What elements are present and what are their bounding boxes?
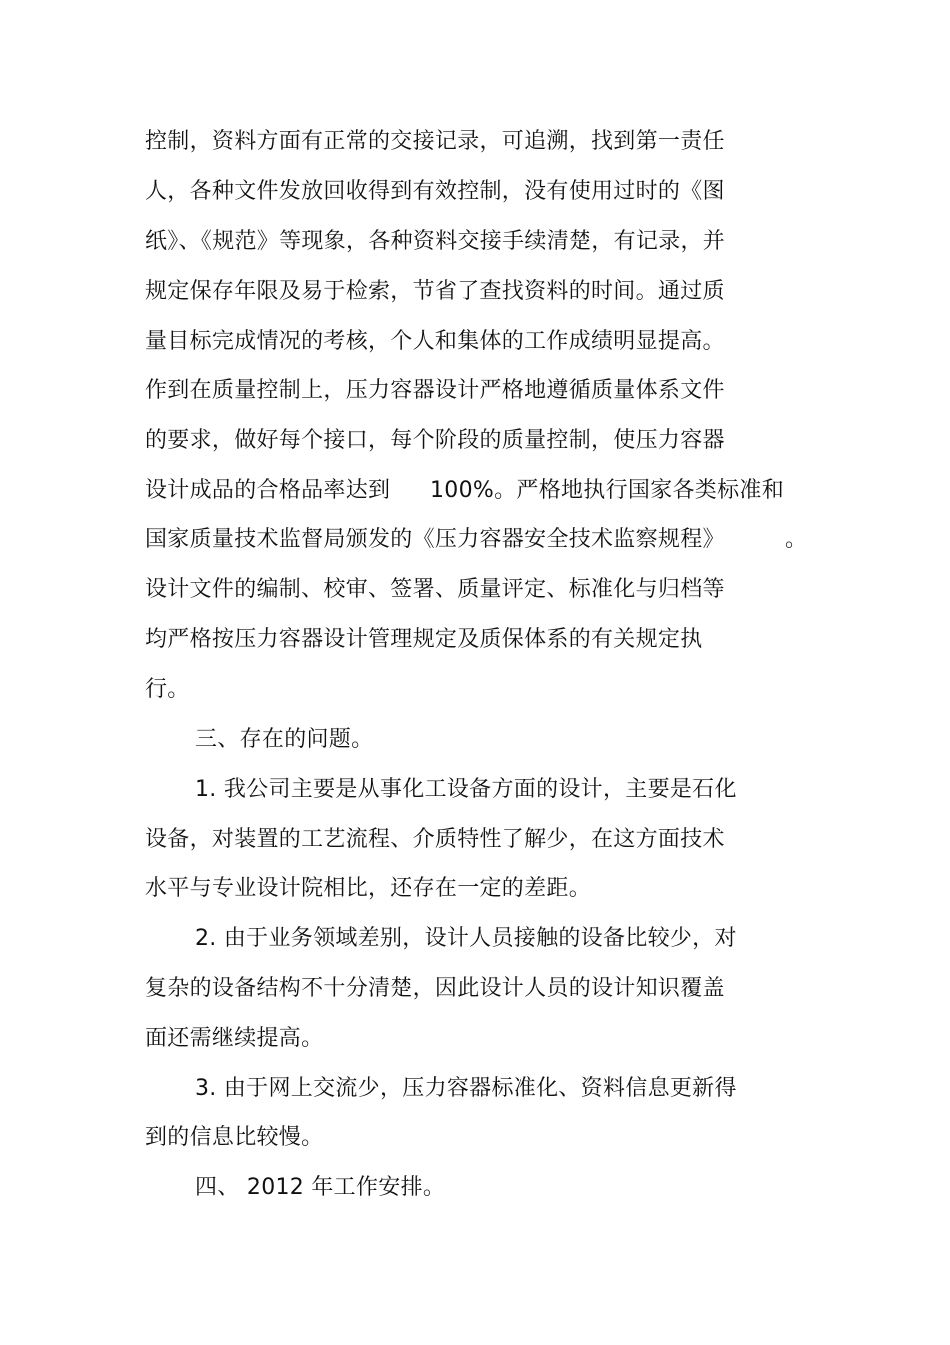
list-item-line: 复杂的设备结构不十分清楚，因此设计人员的设计知识覆盖 — [145, 976, 725, 1001]
list-item-line: 2. 由于业务领域差别，设计人员接触的设备比较少，对 — [195, 926, 737, 951]
body-line-split — [145, 525, 825, 555]
body-line: 行。 — [145, 677, 190, 702]
list-item-line: 到的信息比较慢。 — [145, 1125, 324, 1150]
body-line: 人，各种文件发放回收得到有效控制，没有使用过时的《图 — [145, 179, 725, 204]
body-line: 均严格按压力容器设计管理规定及质保体系的有关规定执 — [145, 627, 703, 652]
body-line: 设计文件的编制、校审、签署、质量评定、标准化与归档等 — [145, 577, 725, 602]
list-item-line: 1. 我公司主要是从事化工设备方面的设计，主要是石化 — [195, 777, 737, 802]
list-item-line: 水平与专业设计院相比，还存在一定的差距。 — [145, 876, 592, 901]
body-line-split — [145, 476, 805, 506]
body-line: 控制，资料方面有正常的交接记录，可追溯，找到第一责任 — [145, 129, 725, 154]
body-line-segment: 。 — [785, 527, 808, 552]
body-line-segment: 100%。严格地执行国家各类标准和 — [430, 478, 784, 503]
list-item-line: 3. 由于网上交流少，压力容器标准化、资料信息更新得 — [195, 1076, 737, 1101]
body-line: 纸》、《规范》等现象，各种资料交接手续清楚，有记录，并 — [145, 229, 726, 254]
body-line: 规定保存年限及易于检索，节省了查找资料的时间。通过质 — [145, 279, 725, 304]
section-heading: 四、 2012 年工作安排。 — [195, 1175, 446, 1200]
body-line: 量目标完成情况的考核，个人和集体的工作成绩明显提高。 — [145, 329, 725, 354]
body-line: 的要求，做好每个接口，每个阶段的质量控制，使压力容器 — [145, 428, 725, 453]
body-line-segment: 设计成品的合格品率达到 — [145, 478, 391, 503]
section-heading: 三、存在的问题。 — [195, 727, 374, 752]
list-item-line: 面还需继续提高。 — [145, 1026, 324, 1051]
body-line: 作到在质量控制上，压力容器设计严格地遵循质量体系文件 — [145, 378, 725, 403]
list-item-line: 设备，对装置的工艺流程、介质特性了解少，在这方面技术 — [145, 827, 725, 852]
body-line-segment: 国家质量技术监督局颁发的《压力容器安全技术监察规程》 — [145, 527, 725, 552]
